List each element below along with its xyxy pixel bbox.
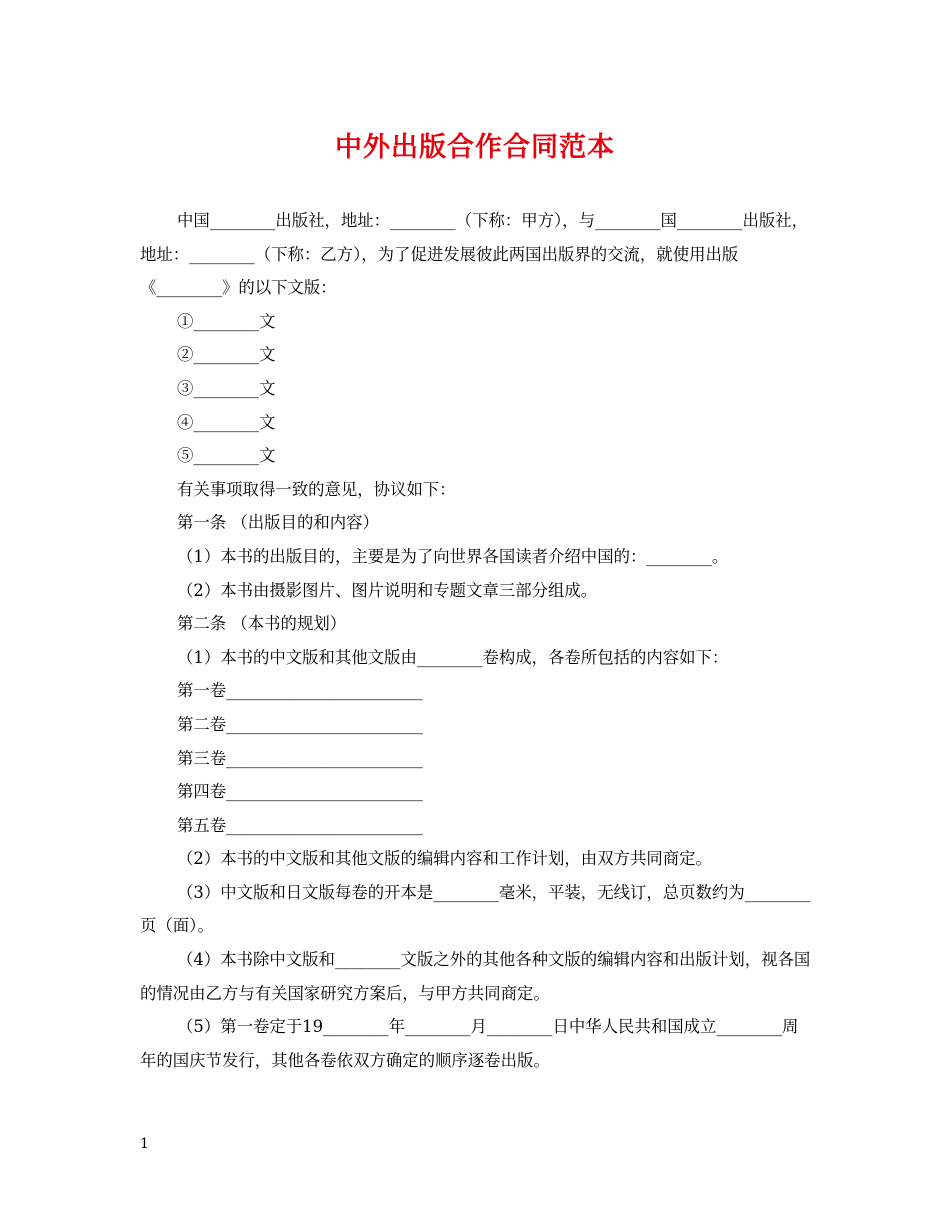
article-2-clause-1: （1）本书的中文版和其他文版由________卷构成，各卷所包括的内容如下： [177,647,729,667]
article-2-clause-4: （4）本书除中文版和________文版之外的其他各种文版的编辑内容和出版计划，视各国的情况由乙方与有关国家研究方案后，与甲方共同商定。 [140,950,811,1003]
article-2-clause-5: （5）第一卷定于19________年________月________日中华人民共和国成立________周年的国庆节发行，其他各卷依双方确定的顺序逐卷出版。 [140,1017,799,1070]
agreement-lead: 有关事项取得一致的意见，协议如下： [177,479,456,499]
article-1-clause-1: （1）本书的出版目的，主要是为了向世界各国读者介绍中国的：________。 [177,546,729,566]
article-2-clause-2: （2）本书的中文版和其他文版的编辑内容和工作计划，由双方共同商定。 [177,849,712,869]
document-body [140,204,812,1077]
volume-5-line: 第五卷________________________ [177,815,423,835]
article-2-clause-3: （3）中文版和日文版每卷的开本是________毫米，平装，无线订，总页数约为________页（面）。 [140,882,811,936]
language-item-2: ②________文 [177,345,276,365]
article-2-heading: 第二条 （本书的规划） [177,614,347,634]
volume-3-line: 第三卷________________________ [177,748,423,768]
language-item-3: ③________文 [177,378,276,398]
intro-paragraph: 中国________出版社，地址：________（下称：甲方），与________国________出版社，地址：________（下称：乙方），为了促进发展彼此两国出版界的交流，就使用出版《________》的以下文版： [140,211,809,298]
volume-4-line: 第四卷________________________ [177,782,423,802]
language-item-4: ④________文 [177,412,276,432]
article-1-heading: 第一条 （出版目的和内容） [177,513,379,533]
language-item-5: ⑤________文 [177,446,276,466]
page-number: 1 [140,1136,149,1152]
document-title: 中外出版合作合同范本 [335,132,615,163]
language-item-1: ①________文 [177,311,276,331]
article-1-clause-2: （2）本书由摄影图片、图片说明和专题文章三部分组成。 [177,580,598,600]
volume-1-line: 第一卷________________________ [177,681,423,701]
volume-2-line: 第二卷________________________ [177,714,423,734]
